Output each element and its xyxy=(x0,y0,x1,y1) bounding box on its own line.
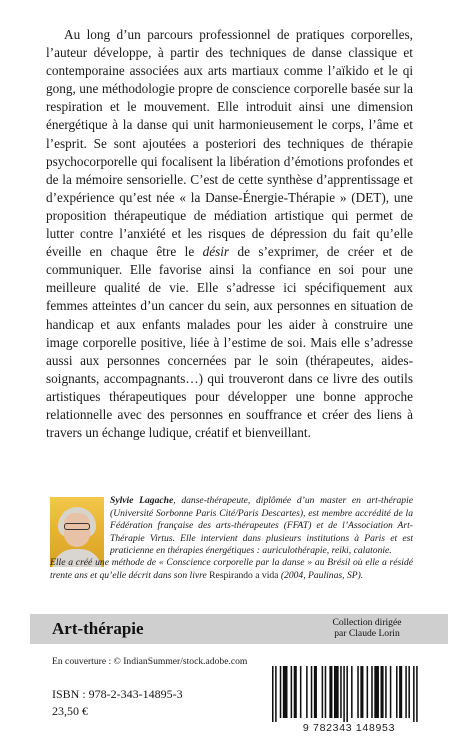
author-bio-part-3: (2004, xyxy=(278,569,309,581)
barcode-bar xyxy=(357,666,359,718)
barcode-bar xyxy=(390,666,392,718)
barcode-bar xyxy=(325,666,327,718)
barcode-bar xyxy=(283,666,288,718)
price: 23,50 € xyxy=(52,704,88,718)
barcode-bar xyxy=(346,666,348,724)
barcode-bar xyxy=(280,666,282,718)
author-book-title: Respirando a vida xyxy=(209,569,279,581)
collection-director xyxy=(312,617,422,639)
barcode-icon xyxy=(264,666,434,724)
cover-credit: En couverture : © IndianSummer/stock.adobe.com xyxy=(52,656,248,667)
author-name: Sylvie Lagache xyxy=(110,495,174,506)
collection-band xyxy=(30,614,448,644)
summary-emphasis-desir: désir xyxy=(202,244,230,260)
barcode-bar xyxy=(300,666,302,718)
barcode-bar xyxy=(275,666,277,724)
barcode-bar xyxy=(396,666,398,718)
barcode-bar xyxy=(314,666,317,718)
barcode-bar xyxy=(374,666,379,718)
author-bio-part-2: Elle a créé une méthode de « Conscience corporelle par la danse » au Brésil où elle a résidé trente ans et qu’elle décrit dans son livre xyxy=(50,557,413,581)
barcode-number: 9 782343 148953 xyxy=(264,722,434,734)
author-bio-text xyxy=(110,495,413,558)
barcode-bar xyxy=(413,666,415,724)
author-bio-part-1: , danse-thérapeute, diplômée d’un master en art-thérapie (Université Sorbonne Paris Cité/Paris Descartes), est membre accrédité de la Fédération française des arts-thérapeutes (FFAT) et de l’Association Art-Thérapie Virtus. Elle intervient dans plusieurs institutions à Paris et est praticienne en thérapies énergétiques : auriculothérapie, reiki, calatonie. xyxy=(110,495,413,556)
barcode xyxy=(264,666,434,736)
barcode-bar xyxy=(334,666,339,718)
author-bio-part-5: ). xyxy=(357,569,364,581)
isbn: ISBN : 978-2-343-14895-3 xyxy=(52,687,183,701)
barcode-bar xyxy=(399,666,402,718)
author-bio-part-4: , xyxy=(342,569,347,581)
barcode-bar xyxy=(329,666,332,718)
barcode-bar xyxy=(340,666,342,718)
series-title: Art-thérapie xyxy=(52,619,144,638)
barcode-bar xyxy=(306,666,308,718)
barcode-bar xyxy=(311,666,313,718)
barcode-bar xyxy=(408,666,410,718)
author-book-publisher: Paulinas xyxy=(308,569,343,581)
barcode-bar xyxy=(385,666,387,718)
barcode-bar xyxy=(343,666,345,724)
barcode-bar xyxy=(371,666,373,718)
barcode-bar xyxy=(291,666,293,718)
barcode-bar xyxy=(381,666,384,718)
barcode-bar xyxy=(351,666,353,718)
summary-text-part-2: de s’exprimer, de créer et de communiquer. Elle favorise ainsi la confiance en soi pour une meilleure qualité de vie. Elle s’adresse ici spécifiquement aux femmes atteintes d’un cancer du sein, aux personnes en situation de handicap et aux enfants malades pour les aider à construire une image corporelle positive, liée à l’estime de soi. Mais elle s’adresse aussi aux personnes concernées par le soin (thérapeutes, aides-soignants, accompagnants…) qui trouveront dans ce livre des outils artistiques thérapeutiques pour développer une bonne approche relationnelle avec des personnes en souffrance et créer des liens à travers un échange ludique, créatif et bienveillant. xyxy=(46,244,413,441)
author-book-country: SP xyxy=(346,569,358,581)
barcode-bar xyxy=(272,666,274,724)
barcode-bar xyxy=(294,666,297,718)
author-bio-continuation xyxy=(50,557,413,582)
barcode-bar xyxy=(405,666,407,718)
barcode-bar xyxy=(416,666,418,724)
barcode-bar xyxy=(322,666,324,718)
summary-text-part-1: Au long d’un parcours professionnel de pratiques corporelles, l’auteur développe, à partir des techniques de danse classique et contemporaine associées aux arts martiaux comme l’aïkido et le qi gong, une méthodologie propre de conscience corporelle basée sur la respiration et le mouvement. Elle introduit ainsi une dimension énergétique à la danse qui unit harmonieusement le corps, l’âme et l’esprit. Se sont ajoutées a posteriori des techniques de thérapie psychocorporelle qui focalisent la libération d’émotions profondes et de la mémoire sensorielle. C’est de cette synthèse d’apprentissage et d’expérience qu’est née « la Danse-Énergie-Thérapie » (DET), une proposition thérapeutique de médiation artistique qui permet de lutter contre l’anxiété et les risques de dépression du fait qu’elle éveille en chaque être le xyxy=(46,27,413,260)
back-cover-summary xyxy=(46,26,413,442)
barcode-bar xyxy=(360,666,363,718)
collection-line-1: Collection dirigée xyxy=(332,617,402,628)
barcode-bar xyxy=(367,666,369,718)
collection-line-2: par Claude Lorin xyxy=(334,628,400,639)
